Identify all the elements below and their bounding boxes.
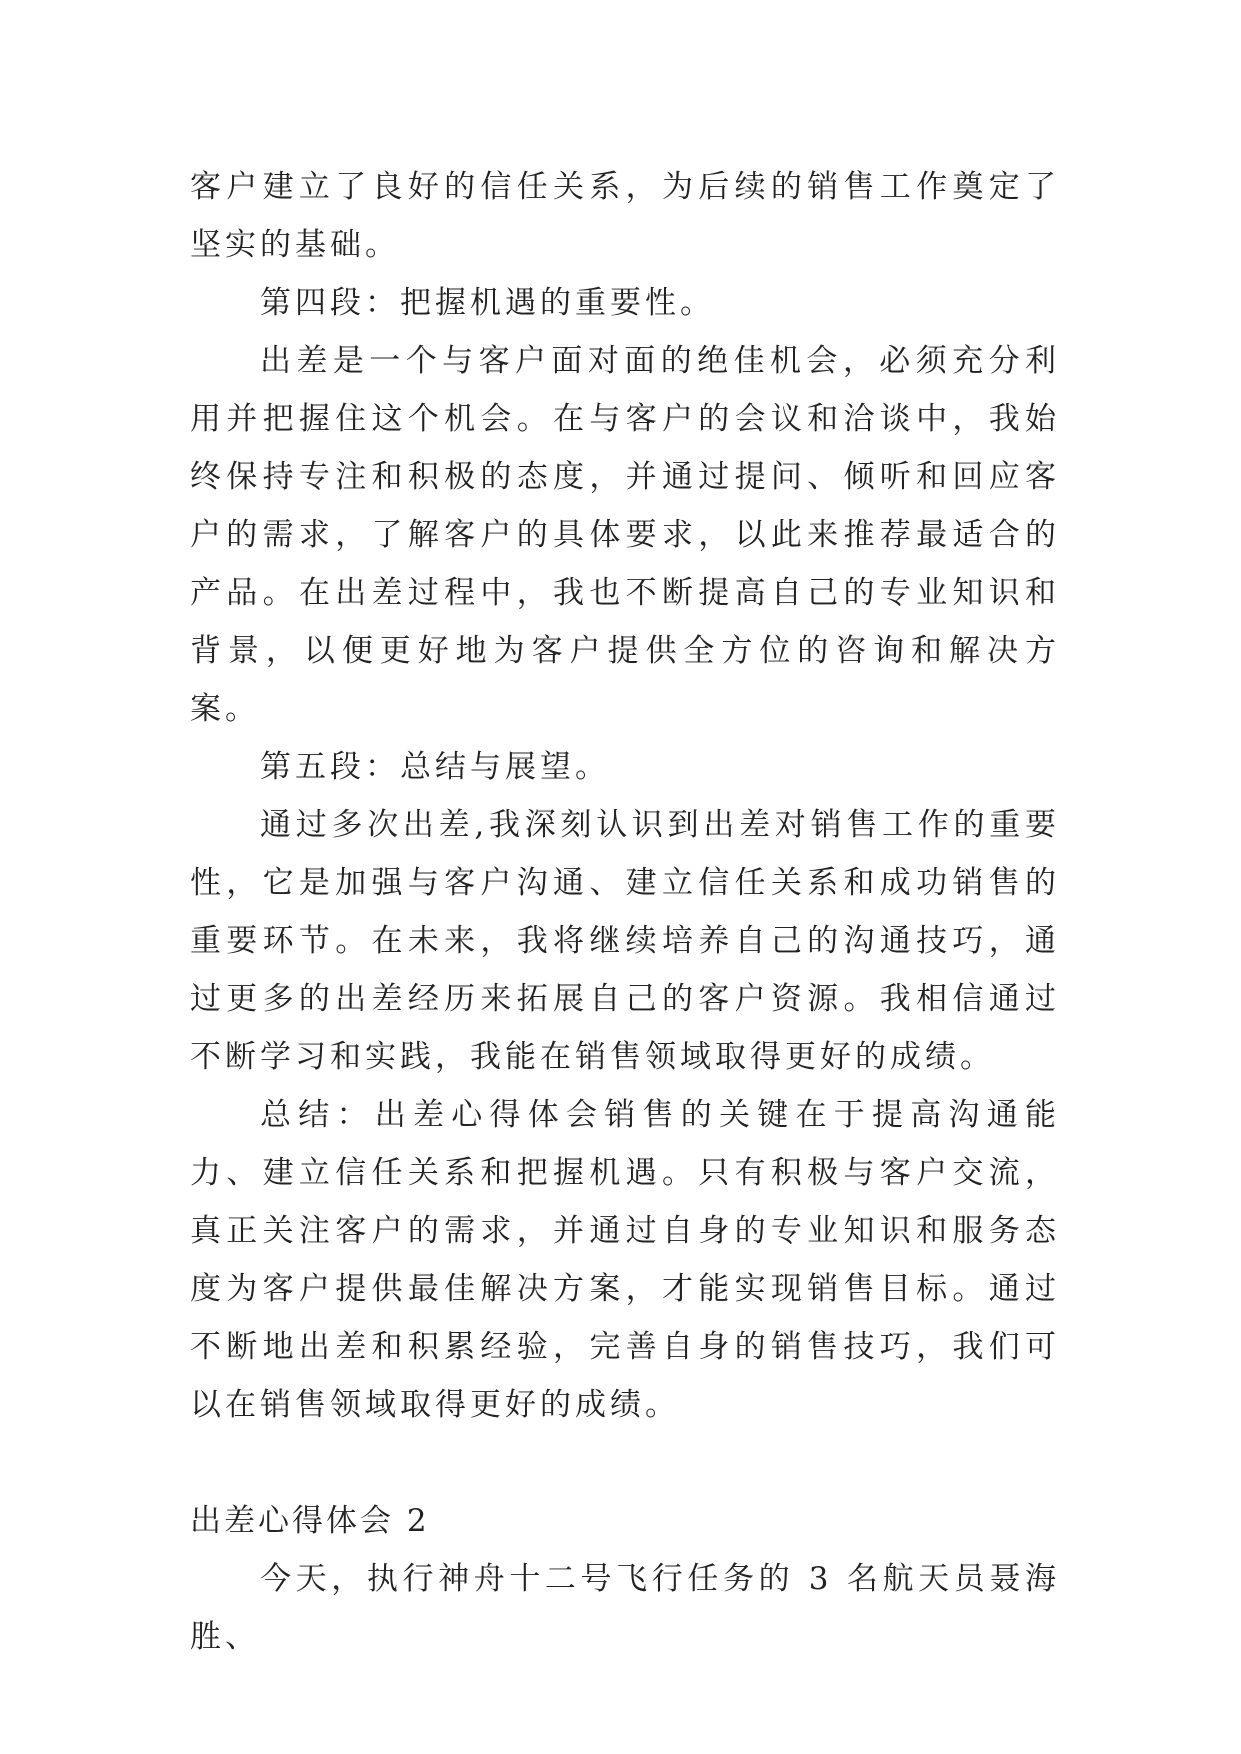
paragraph-summary-outlook: 通过多次出差,我深刻认识到出差对销售工作的重要性，它是加强与客户沟通、建立信任关系和成功销售的重要环节。在未来，我将继续培养自己的沟通技巧，通过更多的出差经历来拓展自己的客户资源。我相信通过不断学习和实践，我能在销售领域取得更好的成绩。 [190,807,1060,1075]
paragraph-conclusion: 总结：出差心得体会销售的关键在于提高沟通能力、建立信任关系和把握机遇。只有积极与客户交流，真正关注客户的需求，并通过自身的专业知识和服务态度为客户提供最佳解决方案，才能实现销售目标。通过不断地出差和积累经验，完善自身的销售技巧，我们可以在销售领域取得更好的成绩。 [190,1097,1060,1423]
heading-section-four: 第四段：把握机遇的重要性。 [260,285,715,321]
paragraph-second-article-start: 今天，执行神舟十二号飞行任务的 3 名航天员聂海胜、 [190,1561,1060,1655]
paragraph-continuation: 客户建立了良好的信任关系，为后续的销售工作奠定了坚实的基础。 [190,169,1060,263]
document-body [190,158,1060,1666]
section-title: 出差心得体会 2 [190,1503,430,1539]
heading-section-five: 第五段：总结与展望。 [260,749,610,785]
paragraph-seize-opportunity: 出差是一个与客户面对面的绝佳机会，必须充分利用并把握住这个机会。在与客户的会议和洽谈中，我始终保持专注和积极的态度，并通过提问、倾听和回应客户的需求，了解客户的具体要求，以此来推荐最适合的产品。在出差过程中，我也不断提高自己的专业知识和背景，以便更好地为客户提供全方位的咨询和解决方案。 [190,343,1060,727]
